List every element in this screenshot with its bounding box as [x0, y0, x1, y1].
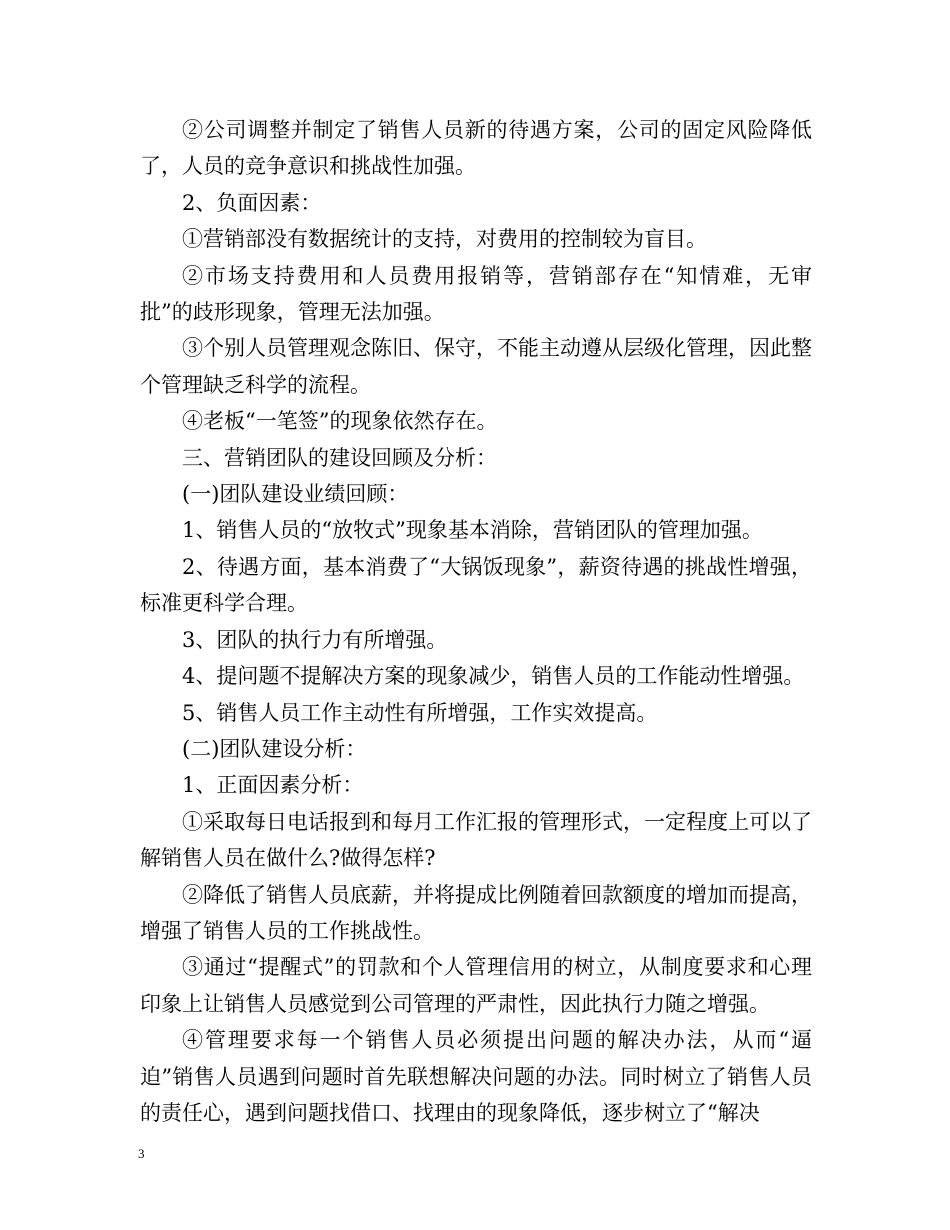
- paragraph: 3、团队的执行力有所增强。: [182, 627, 448, 652]
- paragraph: ③个别人员管理观念陈旧、保守，不能主动遵从层级化管理，因此整个管理缺乏科学的流程。: [140, 336, 812, 397]
- paragraph: ②公司调整并制定了销售人员新的待遇方案，公司的固定风险降低了，人员的竞争意识和挑战性加强。: [140, 118, 812, 179]
- subsection-heading: (二)团队建设分析：: [182, 736, 367, 761]
- paragraph: 5、销售人员工作主动性有所增强，工作实效提高。: [182, 700, 658, 725]
- page-number: 3: [138, 1146, 145, 1161]
- paragraph: 2、待遇方面，基本消费了“大锅饭现象”，薪资待遇的挑战性增强，标准更科学合理。: [140, 554, 812, 616]
- paragraph: ①营销部没有数据统计的支持，对费用的控制较为盲目。: [182, 227, 707, 252]
- paragraph: ①采取每日电话报到和每月工作汇报的管理形式，一定程度上可以了解销售人员在做什么?做得怎样?: [140, 809, 812, 871]
- subsection-heading: (一)团队建设业绩回顾：: [182, 482, 409, 507]
- paragraph: ②市场支持费用和人员费用报销等，营销部存在“知情难，无审批”的歧形现象，管理无法加强。: [140, 263, 812, 325]
- paragraph: 1、销售人员的“放牧式”现象基本消除，营销团队的管理加强。: [182, 518, 763, 543]
- paragraph: ②降低了销售人员底薪，并将提成比例随着回款额度的增加而提高，增强了销售人员的工作挑战性。: [140, 882, 812, 943]
- paragraph: ④管理要求每一个销售人员必须提出问题的解决办法，从而“逼迫”销售人员遇到问题时首先联想解决问题的办法。同时树立了销售人员的责任心，遇到问题找借口、找理由的现象降低，逐步树立了“解决: [140, 1028, 812, 1125]
- paragraph: ④老板“一笔签”的现象依然存在。: [182, 409, 498, 434]
- paragraph: 4、提问题不提解决方案的现象减少，销售人员的工作能动性增强。: [182, 664, 805, 689]
- paragraph: ③通过“提醒式”的罚款和个人管理信用的树立，从制度要求和心理印象上让销售人员感觉到公司管理的严肃性，因此执行力随之增强。: [140, 955, 812, 1016]
- document-body: [140, 112, 812, 1131]
- section-heading: 三、营销团队的建设回顾及分析：: [182, 445, 497, 470]
- paragraph: 2、负面因素：: [182, 190, 322, 215]
- paragraph: 1、正面因素分析：: [182, 773, 364, 798]
